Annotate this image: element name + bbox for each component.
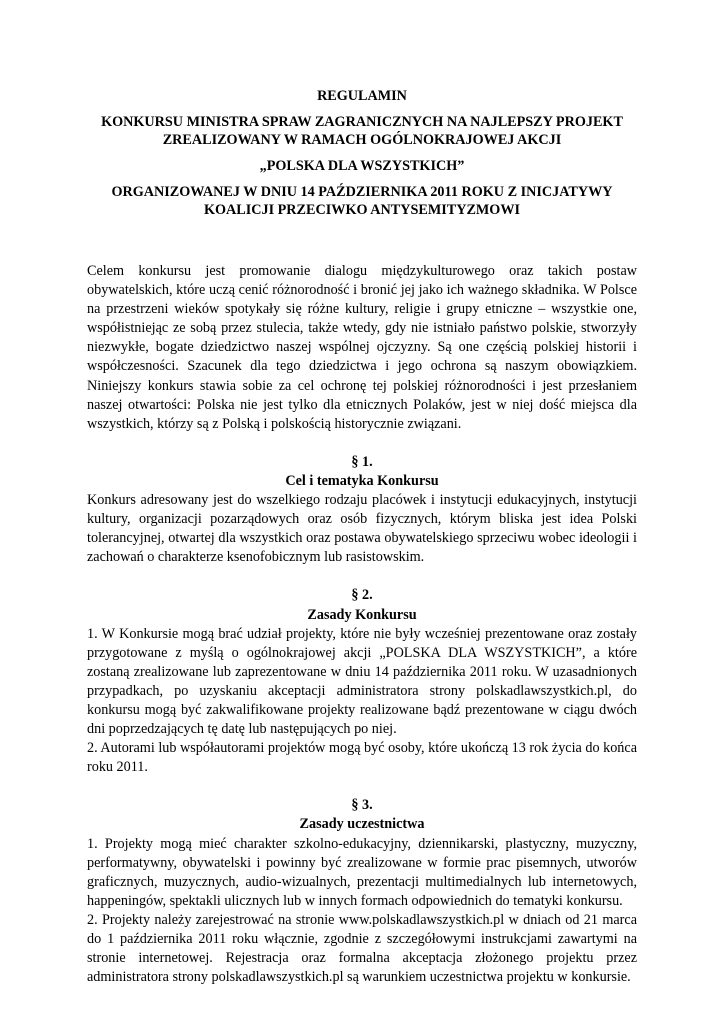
section-3-number: § 3. bbox=[351, 797, 373, 814]
section-2-number: § 2. bbox=[351, 587, 373, 604]
organized-line-2: KOALICJI PRZECIWKO ANTYSEMITYZMOWI bbox=[203, 202, 521, 218]
section-1-number: § 1. bbox=[351, 453, 373, 470]
document-body bbox=[87, 262, 637, 987]
section-2-title: Zasady Konkursu bbox=[307, 606, 417, 623]
document-title: REGULAMIN bbox=[317, 88, 407, 104]
section-3-paragraph-2: 2. Projekty należy zarejestrować na stronie www.polskadlawszystkich.pl w dniach od 21 marca do 1 października 2011 roku włącznie, zgodnie z szczegółowymi instrukcjami zawartymi na stronie internetowej. Rejestracja oraz formalna akceptacja złożonego projektu przez administratora strony polskadlawszystkich.pl są warunkiem uczestnictwa projektu w konkursie. bbox=[87, 911, 637, 986]
section-1-paragraph-1: Konkurs adresowany jest do wszelkiego rodzaju placówek i instytucji edukacyjnych, instytucji kultury, organizacji pozarządowych oraz osób fizycznych, którym bliska jest idea Polski tolerancyjnej, otwartej dla wszystkich oraz postawa obywatelskiego sprzeciwu wobec ideologii i zachowań o charakterze ksenofobicznym lub rasistowskim. bbox=[87, 492, 637, 566]
intro-paragraph: Celem konkursu jest promowanie dialogu międzykulturowego oraz takich postaw obywatelskich, które uczą cenić różnorodność i bronić jej jako ich ważnego składnika. W Polsce na przestrzeni wieków spotykały się różne kultury, religie i grupy etniczne – wszystkie one, współistniejąc ze sobą przez stulecia, także wtedy, gdy nie istniało państwo polskie, stworzyły niezwykłe, bogate dziedzictwo naszej wspólnej ojczyzny. Są one częścią polskiej historii i współczesności. Szacunek dla tego dziedzictwa i jego ochrona są naszym obowiązkiem. Niniejszy konkurs stawia sobie za cel ochronę tej polskiej różnorodności i jest przesłaniem naszej otwartości: Polska nie jest tylko dla etnicznych Polaków, jest w niej dość miejsca dla wszystkich, którzy są z Polską i polskością historycznie związani. bbox=[87, 263, 637, 432]
section-1-title: Cel i tematyka Konkursu bbox=[285, 472, 439, 489]
document-subtitle-line-1: KONKURSU MINISTRA SPRAW ZAGRANICZNYCH NA NAJLEPSZY PROJEKT bbox=[101, 114, 623, 130]
organized-line-1: ORGANIZOWANEJ W DNIU 14 PAŹDZIERNIKA 2011 ROKU Z INICJATYWY bbox=[111, 184, 613, 200]
section-2-paragraph-2: 2. Autorami lub współautorami projektów mogą być osoby, które ukończą 13 rok życia do końca roku 2011. bbox=[87, 740, 637, 776]
section-3-paragraph-1: 1. Projekty mogą mieć charakter szkolno-edukacyjny, dziennikarski, plastyczny, muzyczny, performatywny, obywatelski i powinny być zrealizowane w formie prac pisemnych, utworów graficznych, muzycznych, audio-wizualnych, prezentacji multimedialnych lub internetowych, happeningów, spektakli ulicznych lub w innych formach odpowiednich do tematyki konkursu. bbox=[87, 835, 637, 909]
action-name: „POLSKA DLA WSZYSTKICH” bbox=[259, 158, 465, 174]
section-2-paragraph-1: 1. W Konkursie mogą brać udział projekty, które nie były wcześniej prezentowane oraz zostały przygotowane z myślą o ogólnokrajowej akcji „POLSKA DLA WSZYSTKICH”, a które zostaną zrealizowane lub zaprezentowane w dniu 14 października 2011 roku. W uzasadnionych przypadkach, po uzyskaniu akceptacji administratora strony polskadlawszystkich.pl, do konkursu mogą być zakwalifikowane projekty realizowane bądź prezentowane w ciągu dwóch dni poprzedzających tę datę lub następujących po niej. bbox=[87, 625, 637, 738]
document-subtitle-line-2: ZREALIZOWANY W RAMACH OGÓLNOKRAJOWEJ AKCJI bbox=[162, 132, 562, 148]
section-3-title: Zasady uczestnictwa bbox=[299, 816, 425, 833]
document-header bbox=[60, 87, 664, 219]
